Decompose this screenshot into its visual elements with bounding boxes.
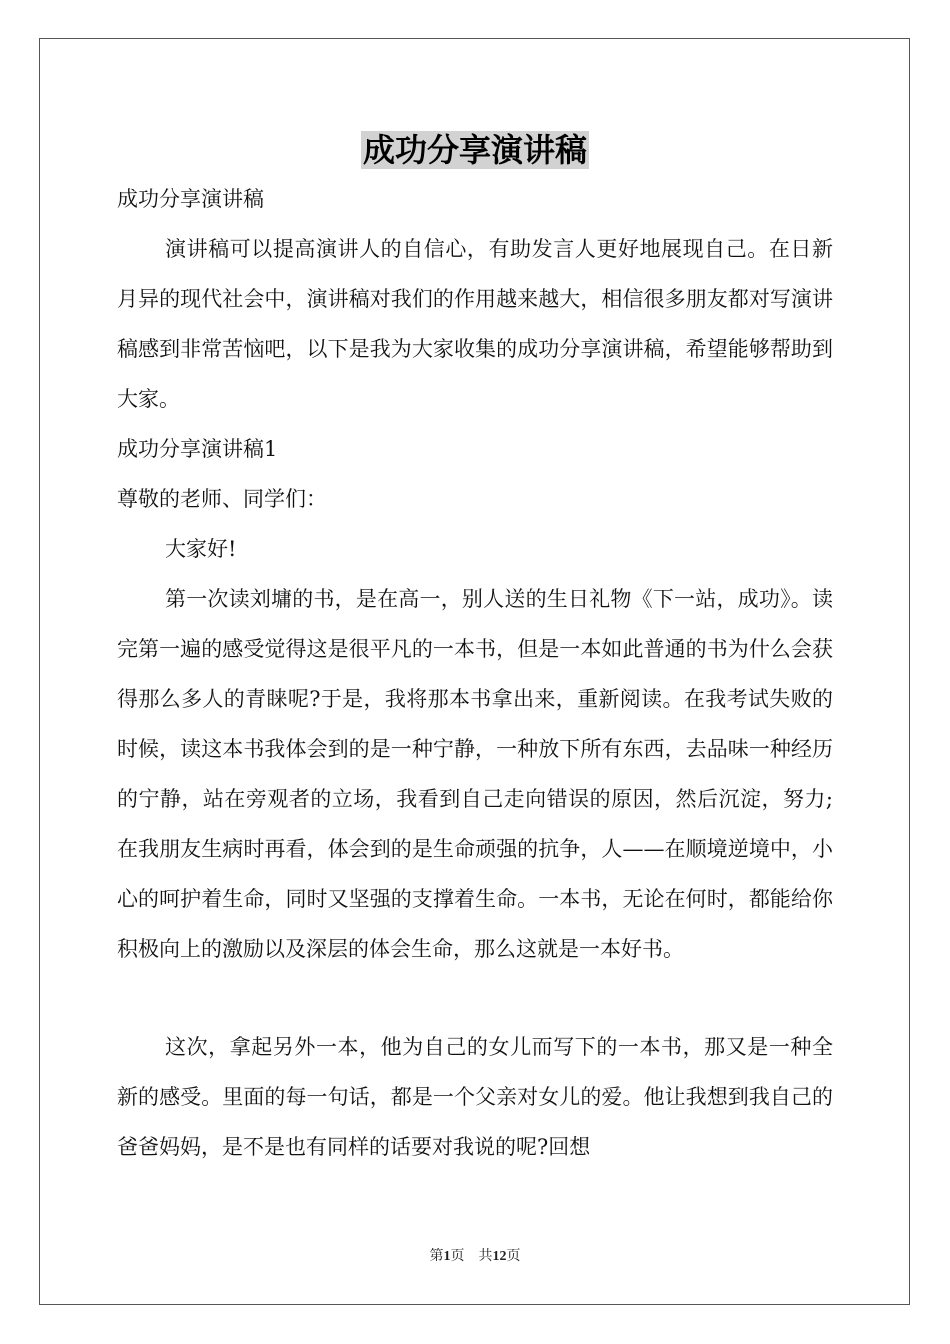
subtitle: 成功分享演讲稿	[117, 187, 264, 211]
page-footer	[0, 1245, 950, 1265]
footer-suffix: 页	[506, 1249, 521, 1264]
body-paragraph-2: 这次，拿起另外一本，他为自己的女儿而写下的一本书，那又是一种全新的感受。里面的每一句话，都是一个父亲对女儿的爱。他让我想到我自己的爸爸妈妈，是不是也有同样的话要对我说的呢?回想	[117, 1035, 833, 1159]
footer-mid: 页 共	[450, 1249, 493, 1264]
footer-page-total: 12	[492, 1249, 507, 1264]
footer-prefix: 第	[429, 1249, 444, 1264]
section-heading: 成功分享演讲稿1	[117, 437, 278, 461]
salutation: 尊敬的老师、同学们：	[117, 487, 327, 511]
footer-page-current: 1	[443, 1249, 451, 1264]
greeting: 大家好!	[165, 537, 237, 561]
intro-paragraph: 演讲稿可以提高演讲人的自信心，有助发言人更好地展现自己。在日新月异的现代社会中，演讲稿对我们的作用越来越大，相信很多朋友都对写演讲稿感到非常苦恼吧，以下是我为大家收集的成功分享演讲稿，希望能够帮助到大家。	[117, 237, 833, 411]
title-text: 成功分享演讲稿	[362, 131, 587, 169]
document-title	[0, 124, 950, 176]
body-paragraph-1: 第一次读刘墉的书，是在高一，别人送的生日礼物《下一站，成功》。读完第一遍的感受觉得这是很平凡的一本书，但是一本如此普通的书为什么会获得那么多人的青睐呢?于是，我将那本书拿出来，重新阅读。在我考试失败的时候，读这本书我体会到的是一种宁静，一种放下所有东西，去品味一种经历的宁静，站在旁观者的立场，我看到自己走向错误的原因，然后沉淀，努力;在我朋友生病时再看，体会到的是生命顽强的抗争，人——在顺境逆境中，小心的呵护着生命，同时又坚强的支撑着生命。一本书，无论在何时，都能给你积极向上的激励以及深层的体会生命，那么这就是一本好书。	[117, 587, 833, 961]
